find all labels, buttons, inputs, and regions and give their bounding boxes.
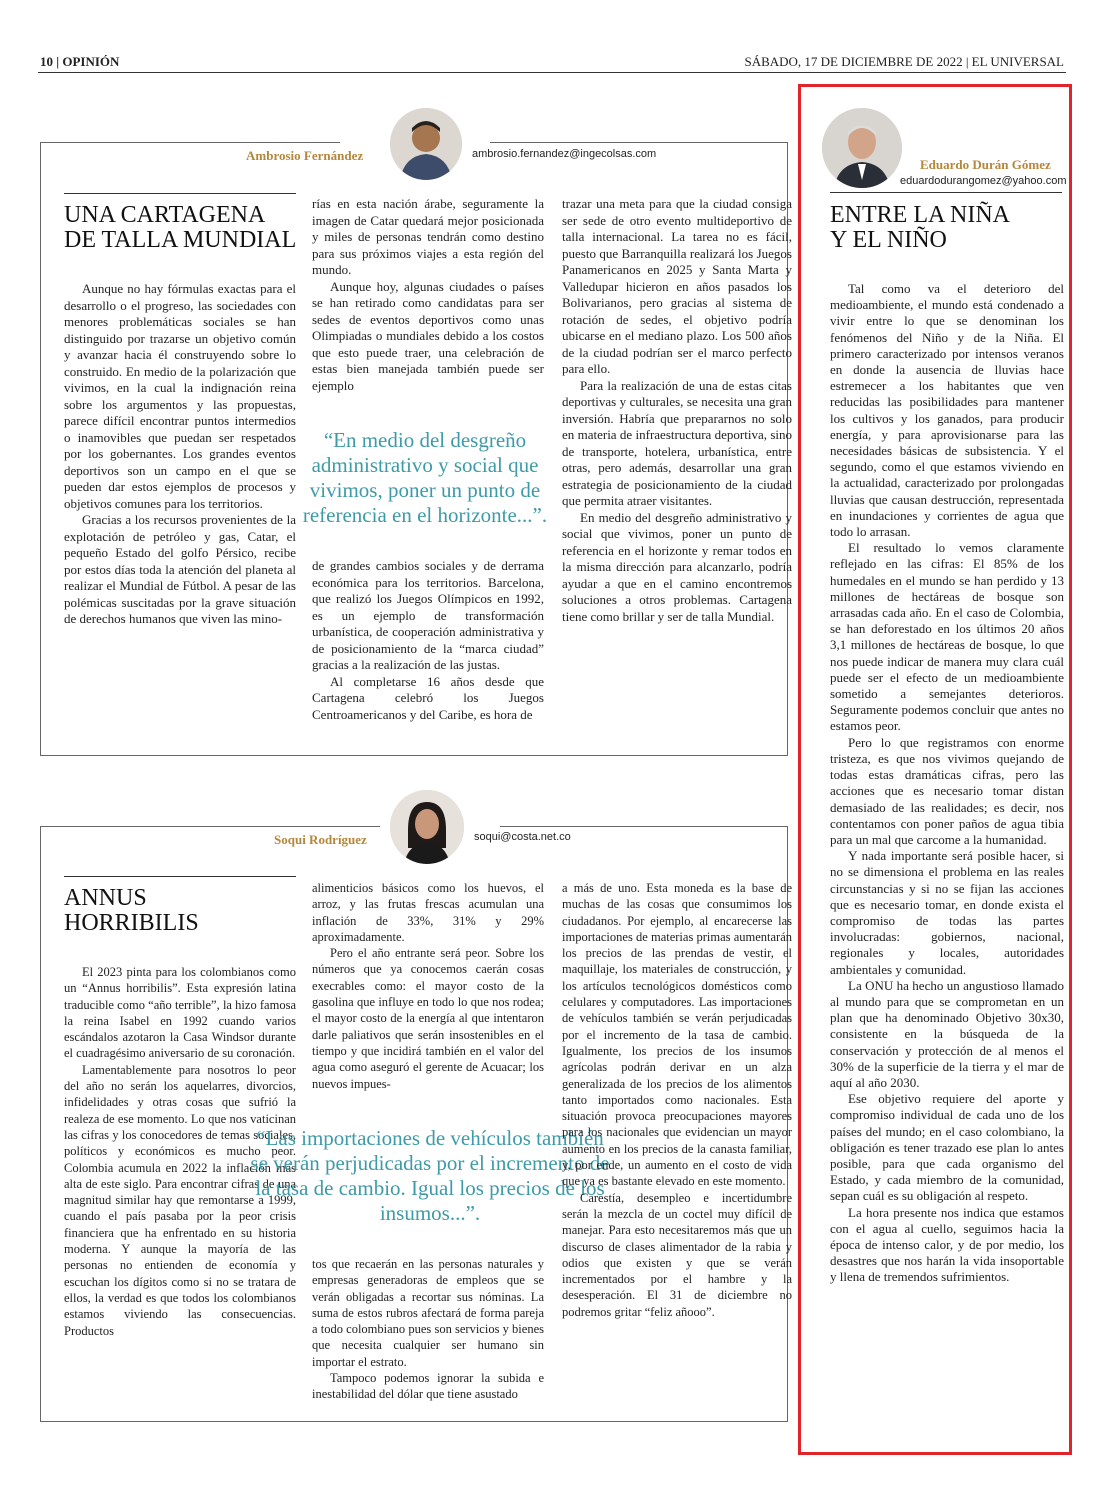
author-name: Ambrosio Fernández bbox=[246, 148, 364, 163]
title-rule bbox=[830, 192, 1062, 193]
article-column-body bbox=[830, 281, 1064, 1426]
paragraph: Tal como va el deterioro del medioambiente, el mundo está condenado a vivir entre lo que se denominan los fenómenos del Niño y de la Niña. El primero caracterizado por intensos veranos en donde la ausencia de lluvias hace estremecer a los habitantes que ven reducidas las posibilidades para mantener los cultivos y los ganados, para producir energía, y para aprovisionarse para las necesidades básicas de subsistencia. Y el segundo, como el que estamos viviendo en la actualidad, caracterizado por prolongadas lluvias que causan destrucción, representada en inundaciones y corrientes de agua que todo lo arrasan. bbox=[830, 281, 1064, 540]
author-photo-avatar bbox=[390, 790, 464, 864]
paragraph: Y nada importante será posible hacer, si no se dimensiona el problema en las reales circunstancias y si no se fijan las acciones que es necesario tomar, en donde exista el compromiso de todas las partes involucradas: gobiernos, nacional, regionales y locales, autoridades ambientales y comunidad. bbox=[830, 848, 1064, 977]
title-line-1: UNA CARTAGENA bbox=[64, 202, 266, 228]
title-rule bbox=[64, 876, 296, 877]
paragraph: de grandes cambios sociales y de derrama económica para los territorios. Barcelona, que realizó los Juegos Olímpicos en 1992, es un ejemplo de transformación urbanística, de cooperación administrativa y de posicionamiento de la “marca ciudad” gracias a la realización de las justas. bbox=[312, 558, 544, 672]
author-photo-avatar bbox=[822, 108, 902, 188]
paragraph: alimenticios básicos como los huevos, el arroz, y las frutas frescas acumulan una inflación de 33%, 31% y 29% aproximadamente. bbox=[312, 881, 544, 944]
page-section: 10 | OPINIÓN bbox=[40, 54, 120, 69]
paragraph: Pero el año entrante será peor. Sobre los números que ya conocemos caerán cosas execrables como: el mayor costo de la gasolina que influye en todo lo que nos rodea; el mayor costo de la energía al que intentaron darle paliativos que serán insostenibles en el tiempo y que incidirá también en el valor del agua como aseguró el gerente de Acuacar; los nuevos impues- bbox=[312, 946, 544, 1091]
author-photo-avatar bbox=[390, 108, 462, 180]
title-line-1: ANNUS bbox=[64, 885, 147, 911]
article-column-2-top bbox=[312, 880, 544, 1102]
article-column-2-top bbox=[312, 196, 544, 424]
paragraph: Gracias a los recursos provenientes de la explotación de petróleo y gas, Catar, el pequeño Estado del golfo Pérsico, recibe por estos días toda la atención del planeta al realizar el Mundial de Fútbol. A pesar de las polémicas suscitadas por la grave situación de derechos humanos que viven las mino- bbox=[64, 512, 296, 626]
author-name: Eduardo Durán Gómez bbox=[920, 157, 1051, 172]
paragraph: Para la realización de una de estas citas deportivas y culturales, se necesita una gran inversión. Habría que prepararnos no solo en materia de infraestructura deportiva, sino de transporte, hotelera, urbanística, entre otras, pero además, desarrollar una gran estrategia de posicionamiento de la ciudad que permita atraer visitantes. bbox=[562, 377, 792, 508]
article-column-2-bottom bbox=[312, 1256, 544, 1410]
author-email: eduardodurangomez@yahoo.com bbox=[900, 175, 1067, 187]
paragraph: Lamentablemente para nosotros lo peor del año no serán los aquelarres, divorcios, infidelidades y otras cosas que sufrió la realeza de ese momento. Lo que nos vaticinan las cifras y los conocedores de temas sociales, políticos y económicos es mucho peor. Colombia acumula en 2022 la inflación más alta de este siglo. Para encontrar cifras de una magnitud similar hay que remontarse a 1999, cuando el país pasaba por la peor crisis financiera que ha enfrentado en su historia moderna. Y aunque la mayoría de las personas no entienden de economía y escuchan los dígitos como si no se tratara de ellos, la verdad es que todos los colombianos estamos viviendo las consecuencias. Productos bbox=[64, 1062, 296, 1338]
paragraph: Aunque hoy, algunas ciudades o países se han retirado como candidatas para ser sedes de eventos deportivos como unas Olimpiadas o mundiales debido a los costos que esto puede traer, una celebración de estas bien manejada también puede ser ejemplo bbox=[312, 278, 544, 393]
article-column-1 bbox=[64, 281, 296, 743]
paragraph: a más de uno. Esta moneda es la base de muchas de las cosas que consumimos los ciudadanos. Por ejemplo, al encarecerse las importaciones de materias primas aumentarán los precios de las prendas de vestir, el maquillaje, los materiales de construcción, y los artículos tecnológicos domésticos como celulares y computadores. Las importaciones de vehículos también se verán perjudicadas por el incremento de la tasa de cambio. Igualmente, los precios de los insumos agrícolas podrán derivar en un alza generalizada de los precios de los alimentos tanto importados como nacionales. Esta situación provoca preocupaciones mayores para los nacionales que evidencian un mayor aumento en los precios de la canasta familiar, y, por ende, un aumento en el costo de vida que ya es bastante elevado en este momento. bbox=[562, 881, 792, 1189]
paragraph: trazar una meta para que la ciudad consiga ser sede de otro evento multideportivo de talla internacional. La tarea no es fácil, puesto que Barranquilla realizará los Juegos Panamericanos en 2025 y Santa Marta y Valledupar hicieron en años pasados los Bolivarianos, pero gracias al sistema de rotación de sedes, el objetivo podría ubicarse en el mediano plazo. Los 500 años de la ciudad podrían ser el marco perfecto para ello. bbox=[562, 196, 792, 376]
paragraph: La ONU ha hecho un angustioso llamado al mundo para que se comprometan en un plan que ha denominado Objetivo 30x30, consistente en la búsqueda de la conservación y protección de al menos el 30% de la superficie de la tierra y el mar de aquí al año 2030. bbox=[830, 977, 1064, 1090]
title-rule bbox=[64, 193, 296, 194]
header-rule bbox=[38, 72, 1066, 73]
paragraph: tos que recaerán en las personas naturales y empresas generadoras de empleos que se verán obligadas a recortar sus nóminas. La suma de estos rubros afectará de forma pareja a todo colombiano pues son servicios y bienes que necesita cualquier ser humano sin importar el estrato. bbox=[312, 1257, 544, 1369]
author-name: Soqui Rodríguez bbox=[274, 832, 367, 847]
author-email: soqui@costa.net.co bbox=[474, 831, 571, 843]
article-column-3 bbox=[562, 880, 792, 1410]
paragraph: La hora presente nos indica que estamos con el agua al cuello, seguimos hacia la época de intenso calor, y de por medio, los desastres que nos harán la vida insoportable y llena de tremendos sufrimientos. bbox=[830, 1204, 1064, 1285]
pull-quote: “En medio del desgreño administrativo y social que vivimos, poner un punto de referencia en el horizonte...”. bbox=[302, 428, 548, 527]
paragraph: rías en esta nación árabe, seguramente la imagen de Catar quedará mejor posicionada y miles de personas tendrán como destino para sus próximos viajes a esta región del mundo. bbox=[312, 196, 544, 277]
paragraph: Carestía, desempleo e incertidumbre serán la mezcla de un coctel muy difícil de manejar. Para esto necesitaremos más que un discurso de clases alimentador de la rabia y odios que existen y que se verán incrementados por el hambre y la desesperación. El 31 de diciembre no podremos gritar “feliz añooo”. bbox=[562, 1190, 792, 1319]
paragraph: En medio del desgreño administrativo y social que vivimos, poner un punto de referencia en el horizonte y remar todos en la misma dirección para alcanzarlo, podría ayudar a que en el camino encontremos soluciones a otros problemas. Cartagena tiene como brillar y ser de talla Mundial. bbox=[562, 509, 792, 624]
article-column-3 bbox=[562, 196, 792, 743]
paragraph: Ese objetivo requiere del aporte y compromiso individual de cada uno de los países del mundo; en el caso colombiano, la obligación es tener trazado ese plan lo antes posible, para que cada organismo del Estado, y cada miembro de la comunidad, sepan cuál es su obligación al respeto. bbox=[830, 1091, 1064, 1204]
paragraph: Pero lo que registramos con enorme tristeza, es que nos vivimos quejando de todas estas dramáticas cifras, pero las acciones que es necesario tomar distan demasiado de las realidades; es decir, nos contentamos con poner paños de agua tibia para un mal que carcome a la humanidad. bbox=[830, 734, 1064, 847]
pull-quote: “Las importaciones de vehículos también se verán perjudicadas por el incremento de la tasa de cambio. Igual los precios de los insumos...”. bbox=[250, 1126, 610, 1225]
article-title bbox=[64, 886, 304, 936]
article-title bbox=[64, 203, 304, 253]
date-and-paper: SÁBADO, 17 DE DICIEMBRE DE 2022 | EL UNIVERSAL bbox=[744, 54, 1064, 69]
paragraph: El resultado lo vemos claramente reflejado en las cifras: El 85% de los humedales en el mundo se han perdido y 13 millones de hectáreas de bosque son arrasadas cada año. En el caso de Colombia, se han deforestado en los últimos 20 años 3,1 millones de hectáreas de bosque, lo que nos puede indicar de manera muy clara cuál puede ser el efecto de un medioambiente sometido a semejantes deterioros. Seguramente podemos concluir que antes no estamos peor. bbox=[830, 540, 1064, 734]
author-email: ambrosio.fernandez@ingecolsas.com bbox=[472, 148, 657, 160]
article-column-2-bottom bbox=[312, 558, 544, 743]
title-line-2: HORRIBILIS bbox=[64, 910, 199, 936]
title-line-2: Y EL NIÑO bbox=[830, 227, 947, 253]
paragraph: Aunque no hay fórmulas exactas para el desarrollo o el progreso, las sociedades con menores problemáticas sociales se han distinguido por trazarse un objetivo común y avanzar hacia él construyendo sobre lo construido. En medio de la polarización que vivimos, en la cual la indignación reina sobre los argumentos y las propuestas, parece difícil encontrar puntos intermedios o inamovibles que puedan ser respetados por los gobernantes. Los grandes eventos deportivos son un campo en el que se pueden dar estos ejemplos de procesos y objetivos comunes para los territorios. bbox=[64, 281, 296, 511]
article-title bbox=[830, 203, 1062, 253]
paragraph: Al completarse 16 años desde que Cartagena celebró los Juegos Centroamericanos y del Caribe, es hora de bbox=[312, 673, 544, 722]
title-line-1: ENTRE LA NIÑA bbox=[830, 202, 1010, 228]
paragraph: Tampoco podemos ignorar la subida e inestabilidad del dólar que tiene asustado bbox=[312, 1371, 544, 1402]
paragraph: El 2023 pinta para los colombianos como un “Annus horribilis”. Esta expresión latina traducible como “año terrible”, la hizo famosa la reina Isabel en 1992 cuando varios escándalos azotaron la Casa Windsor durante el cuadragésimo aniversario de su coronación. bbox=[64, 965, 296, 1061]
title-line-2: DE TALLA MUNDIAL bbox=[64, 227, 297, 253]
